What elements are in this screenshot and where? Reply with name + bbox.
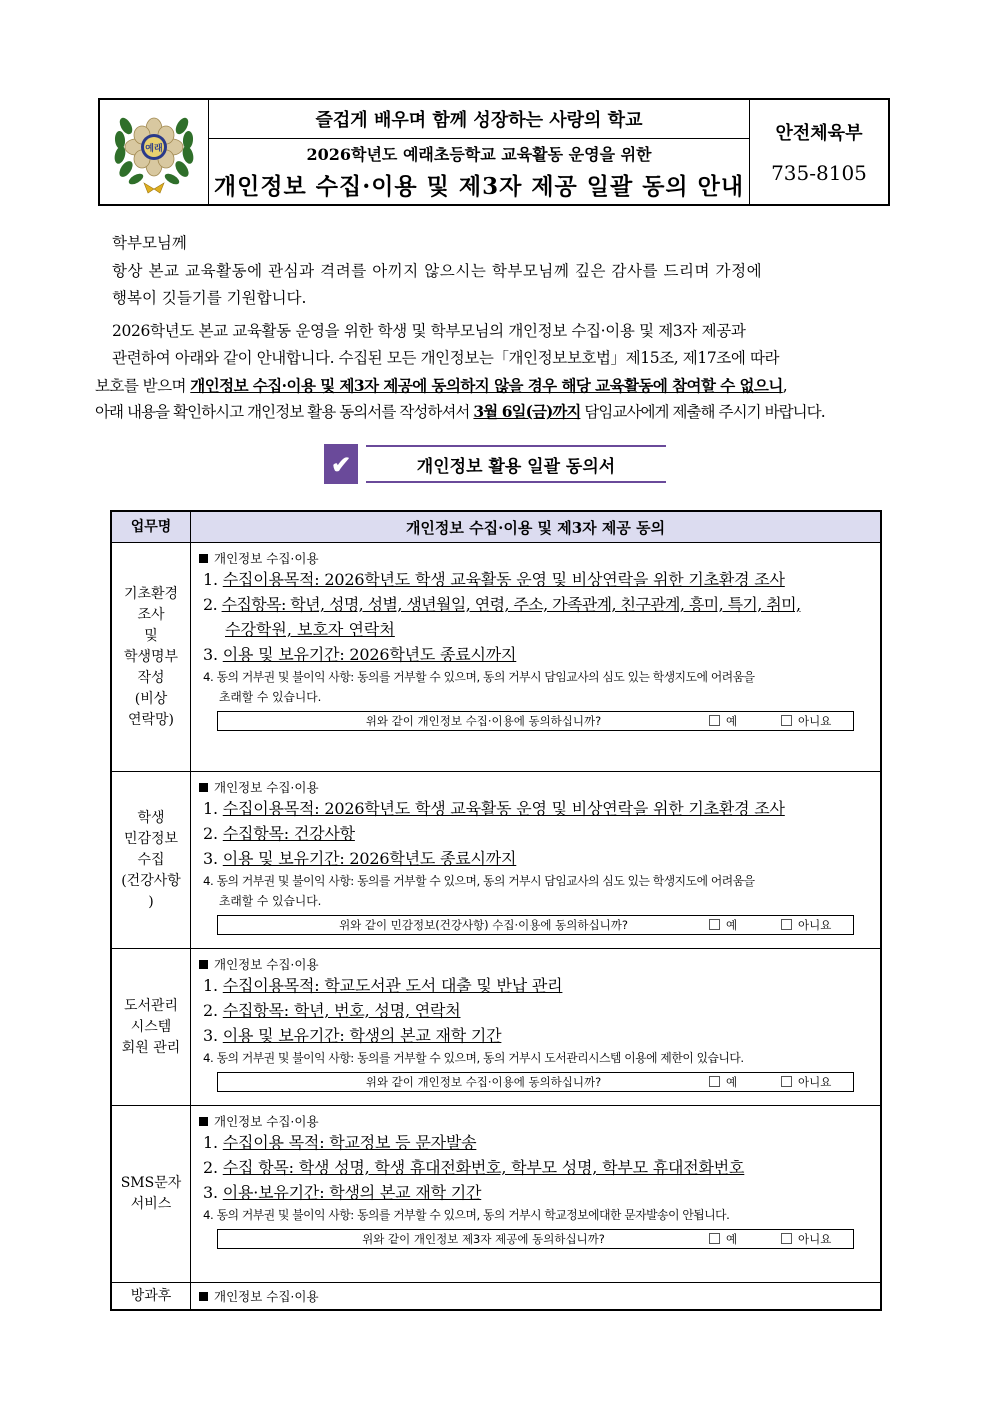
checkbox-label: 아니요 [798,1232,832,1246]
item-text: 수집항목: 건강사항 [222,824,355,843]
item-number: 3. [203,849,218,868]
table-header-row [112,512,880,542]
square-bullet-icon [199,960,208,969]
task-name [112,1283,191,1309]
intro-line-deadline [95,398,895,426]
checkbox-label: 예 [726,714,738,728]
task-name-line: 조사 [137,606,165,623]
refusal-notice: 4. 동의 거부권 및 불이익 사항: 동의를 거부할 수 있으며, 동의 거부시 담임교사의 심도 있는 학생지도에 어려움을 [203,874,755,888]
item-number: 3. [203,1026,218,1045]
checkbox-square-icon[interactable] [709,715,720,726]
refusal-notice: 4. 동의 거부권 및 불이익 사항: 동의를 거부할 수 있으며, 동의 거부시 도서관리시스템 이용에 제한이 있습니다. [203,1051,744,1065]
intro-text: 보호를 받으며 [95,377,191,395]
refusal-notice-line [199,891,872,911]
checkbox-yes[interactable] [709,917,781,933]
checkbox-square-icon[interactable] [781,919,792,930]
subsection-heading [199,955,872,973]
item-number: 1. [203,570,218,589]
consent-question-box [217,711,854,731]
warning-emphasis: 개인정보 수집·이용 및 제3자 제공에 동의하지 않을 경우 해당 교육활동에 참여할 수 없으니 [190,376,783,395]
section-title-box [324,444,666,484]
intro-paragraph-2 [112,318,896,372]
task-name-line: 시스템 [130,1018,172,1035]
item-text: 수집이용목적: 학교도서관 도서 대출 및 반납 관리 [222,976,563,995]
table-row [112,1282,880,1309]
checkbox-label: 아니요 [798,1075,832,1089]
subsection-heading [199,1287,872,1305]
task-name-line: 및 [144,627,158,644]
consent-item [199,592,872,617]
task-name [112,772,191,948]
item-number: 3. [203,1183,218,1202]
consent-question-box [217,1072,854,1092]
checkbox-no[interactable] [781,1231,853,1247]
subsection-label: 개인정보 수집·이용 [214,1114,319,1129]
item-number: 1. [203,1133,218,1152]
intro-text: , [782,377,788,395]
task-name-line: (건강사항 [121,872,181,889]
square-bullet-icon [199,1117,208,1126]
item-number: 1. [203,976,218,995]
logo-text: 예래 [145,144,163,154]
task-name [112,1106,191,1282]
task-name-line: 기초환경 [123,585,179,602]
subsection-label: 개인정보 수집·이용 [214,551,319,566]
task-name-line: 방과후 [130,1287,172,1304]
school-emblem-icon [106,107,202,197]
consent-detail [191,543,880,771]
consent-detail [191,949,880,1105]
item-text: 수집항목: 학년, 성명, 성별, 생년월일, 연령, 주소, 가족관계, 친구관계, 흥미, 특기, 취미, [221,595,801,614]
subsection-heading [199,1112,872,1130]
consent-detail [191,1283,880,1309]
consent-item [199,1023,872,1048]
item-text: 수집이용 목적: 학교정보 등 문자발송 [222,1133,477,1152]
consent-detail [191,772,880,948]
checkbox-yes[interactable] [709,713,781,729]
item-number: 2. [203,1001,218,1020]
checkbox-label: 예 [726,1232,738,1246]
checkbox-label: 아니요 [798,714,832,728]
consent-item [199,846,872,871]
task-name-line: 민감정보 [123,830,179,847]
item-number: 2. [203,1158,218,1177]
document-title: 개인정보 수집·이용 및 제3자 제공 일괄 동의 안내 [213,173,745,200]
checkbox-label: 예 [726,918,738,932]
refusal-notice: 4. 동의 거부권 및 불이익 사항: 동의를 거부할 수 있으며, 동의 거부시 학교정보에대한 문자발송이 안됩니다. [203,1208,730,1222]
document-subtitle: 2026학년도 예래초등학교 교육활동 운영을 위한 [306,145,652,164]
consent-item [199,642,872,667]
checkbox-label: 예 [726,1075,738,1089]
task-name [112,949,191,1105]
column-header-task: 업무명 [112,512,191,542]
checkmark-icon: ✔ [324,444,358,484]
task-name-line: (비상 [134,690,168,707]
checkbox-square-icon[interactable] [781,1233,792,1244]
consent-item [199,1180,872,1205]
refusal-notice-continued: 초래할 수 있습니다. [219,894,322,908]
checkbox-no[interactable] [781,713,853,729]
item-number: 1. [203,799,218,818]
consent-question: 위와 같이 민감정보(건강사항) 수집·이용에 동의하십니까? [339,918,628,932]
checkbox-yes[interactable] [709,1231,781,1247]
consent-question-box [217,915,854,935]
intro-line: 2026학년도 본교 교육활동 운영을 위한 학생 및 학부모님의 개인정보 수집·이용 및 제3자 제공과 [112,322,746,340]
consent-item [199,1130,872,1155]
table-row [112,1105,880,1282]
checkbox-square-icon[interactable] [709,919,720,930]
checkbox-yes[interactable] [709,1074,781,1090]
checkbox-label: 아니요 [798,918,832,932]
column-header-consent: 개인정보 수집·이용 및 제3자 제공 동의 [405,518,666,537]
subsection-heading [199,778,872,796]
consent-item [199,567,872,592]
subsection-label: 개인정보 수집·이용 [214,1289,319,1304]
intro-text: 담임교사에게 제출해 주시기 바랍니다. [580,403,825,421]
checkbox-square-icon[interactable] [709,1076,720,1087]
consent-item [199,1155,872,1180]
item-text: 수집이용목적: 2026학년도 학생 교육활동 운영 및 비상연락을 위한 기초환경 조사 [222,799,785,818]
consent-detail [191,1106,880,1282]
consent-item-continued [199,617,872,642]
task-name-line: SMS문자 [120,1175,182,1191]
intro-line-warning [95,372,895,400]
intro-text: 아래 내용을 확인하시고 개인정보 활용 동의서를 작성하셔서 [95,403,474,421]
item-text: 이용 및 보유기간: 2026학년도 종료시까지 [222,849,517,868]
item-number: 2. [203,824,218,843]
item-text: 이용 및 보유기간: 학생의 본교 재학 기간 [222,1026,502,1045]
task-name [112,543,191,771]
item-number: 3. [203,645,218,664]
refusal-notice-line [199,687,872,707]
item-text: 이용 및 보유기간: 2026학년도 종료시까지 [222,645,517,664]
consent-item [199,998,872,1023]
subsection-label: 개인정보 수집·이용 [214,780,319,795]
item-text: 수강학원, 보호자 연락처 [225,620,395,639]
refusal-notice-continued: 초래할 수 있습니다. [219,690,322,704]
consent-item [199,821,872,846]
section-title: 개인정보 활용 일괄 동의서 [366,445,666,483]
table-row [112,948,880,1105]
square-bullet-icon [199,783,208,792]
school-slogan: 즐겁게 배우며 함께 성장하는 사랑의 학교 [209,100,749,139]
department-name: 안전체육부 [775,123,863,144]
item-text: 수집항목: 학년, 번호, 성명, 연락처 [222,1001,461,1020]
intro-line: 항상 본교 교육활동에 관심과 격려를 아끼지 않으시는 학부모님께 깊은 감사를 드리며 가정에 [112,262,763,280]
intro-line: 관련하여 아래와 같이 안내합니다. 수집된 모든 개인정보는「개인정보보호법」제15조, 제17조에 따라 [112,349,780,367]
task-name-line: 수집 [137,851,165,868]
table-row [112,771,880,948]
intro-paragraph-1 [112,258,896,312]
task-name-line: ) [148,893,154,910]
consent-item [199,973,872,998]
task-name-line: 학생명부 [123,648,179,665]
checkbox-no[interactable] [781,1074,853,1090]
checkbox-no[interactable] [781,917,853,933]
consent-question: 위와 같이 개인정보 수집·이용에 동의하십니까? [365,1075,602,1089]
refusal-notice: 4. 동의 거부권 및 불이익 사항: 동의를 거부할 수 있으며, 동의 거부시 담임교사의 심도 있는 학생지도에 어려움을 [203,670,755,684]
intro-line: 행복이 깃들기를 기원합니다. [112,289,307,307]
task-name-line: 도서관리 [123,997,179,1014]
consent-question: 위와 같이 개인정보 수집·이용에 동의하십니까? [365,714,602,728]
consent-question: 위와 같이 개인정보 제3자 제공에 동의하십니까? [362,1232,605,1246]
square-bullet-icon [199,1292,208,1301]
school-logo [100,100,209,204]
checkbox-square-icon[interactable] [781,1076,792,1087]
table-row [112,542,880,771]
greeting: 학부모님께 [112,234,187,252]
task-name-line: 연락망) [127,711,175,728]
item-text: 수집이용목적: 2026학년도 학생 교육활동 운영 및 비상연락을 위한 기초환경 조사 [222,570,785,589]
department-phone: 735-8105 [771,161,867,185]
document-header [98,98,890,206]
square-bullet-icon [199,554,208,563]
item-text: 이용·보유기간: 학생의 본교 재학 기간 [222,1183,482,1202]
task-name-line: 회원 관리 [121,1039,181,1056]
subsection-heading [199,549,872,567]
deadline-emphasis: 3월 6일(금)까지 [473,402,581,421]
consent-table [110,510,882,1311]
checkbox-square-icon[interactable] [709,1233,720,1244]
item-text: 수집 항목: 학생 성명, 학생 휴대전화번호, 학부모 성명, 학부모 휴대전화번호 [222,1158,745,1177]
item-number: 2. [203,595,218,614]
task-name-line: 학생 [137,809,165,826]
consent-item [199,796,872,821]
checkbox-square-icon[interactable] [781,715,792,726]
subsection-label: 개인정보 수집·이용 [214,957,319,972]
task-name-line: 작성 [137,669,165,686]
task-name-line: 서비스 [130,1196,172,1212]
consent-question-box [217,1229,854,1249]
